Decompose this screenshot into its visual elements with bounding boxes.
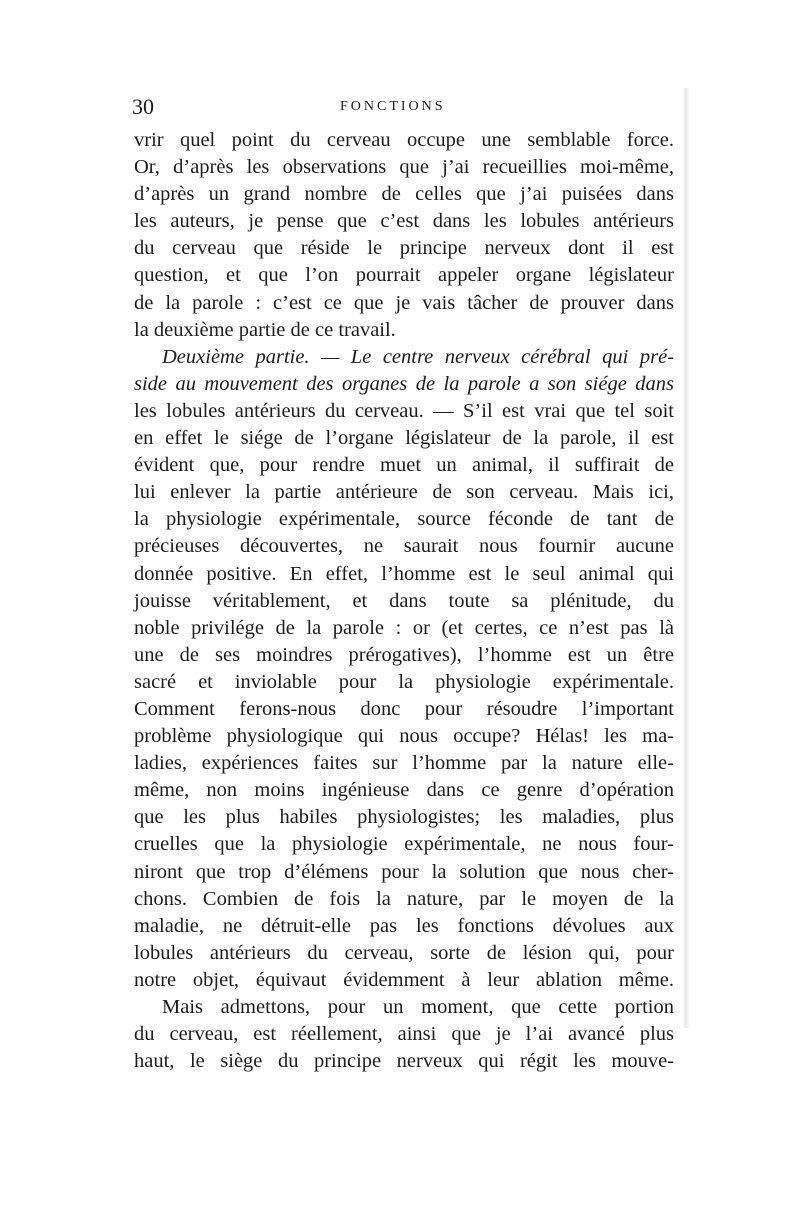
text-line: ladies, expériences faites sur l’homme par la nature elle- [134, 752, 674, 775]
text-line: sacré et inviolable pour la physiologie expérimentale. [134, 670, 674, 693]
text-line: chons. Combien de fois la nature, par le moyen de la [134, 887, 674, 910]
text-line: problème physiologique qui nous occupe? Hélas! les ma- [134, 725, 674, 748]
text-line: vrir quel point du cerveau occupe une semblable force. [134, 129, 674, 151]
text-line: question, et que l’on pourrait appeler organe législateur [134, 264, 674, 287]
text-line: noble privilége de la parole : or (et certes, ce n’est pas là [134, 616, 674, 639]
text-line: notre objet, équivaut évidemment à leur ablation même. [134, 968, 674, 991]
text-line: jouisse véritablement, et dans toute sa plénitude, du [134, 589, 674, 612]
text-line: une de ses moindres prérogatives), l’homme est un être [134, 643, 674, 666]
page-number: 30 [132, 94, 154, 119]
text-line: la deuxième partie de ce travail. [134, 318, 396, 341]
text-line: donnée positive. En effet, l’homme est le seul animal qui [134, 562, 674, 585]
running-head: FONCTIONS [340, 99, 446, 114]
text-line: précieuses découvertes, ne saurait nous fournir aucune [134, 535, 674, 558]
section-heading-line: Deuxième partie. — Le centre nerveux cérébral qui pré- [162, 345, 674, 368]
text-line: niront que trop d’élémens pour la solution que nous cher- [134, 860, 674, 883]
text-line: Or, d’après les observations que j’ai recueillies moi-même, [134, 156, 674, 179]
text-line: du cerveau, est réellement, ainsi que je l’ai avancé plus [134, 1023, 674, 1046]
page-edge-shadow [682, 88, 690, 1028]
text-line: même, non moins ingénieuse dans ce genre d’opération [134, 779, 674, 802]
section-heading-line: side au mouvement des organes de la parole a son siége dans [134, 372, 674, 395]
text-line: Mais admettons, pour un moment, que cette portion [162, 996, 674, 1018]
text-line: d’après un grand nombre de celles que j’ai puisées dans [134, 183, 674, 206]
text-line: évident que, pour rendre muet un animal, il suffirait de [134, 454, 674, 477]
text-line: les lobules antérieurs du cerveau. — S’il est vrai que tel soit [134, 399, 674, 422]
text-line: haut, le siège du principe nerveux qui régit les mouve- [134, 1050, 674, 1073]
text-line: en effet le siége de l’organe législateur de la parole, il est [134, 427, 674, 450]
text-line: la physiologie expérimentale, source féconde de tant de [134, 508, 674, 531]
text-line: Comment ferons-nous donc pour résoudre l’important [134, 697, 674, 720]
text-line: de la parole : c’est ce que je vais tâcher de prouver dans [134, 291, 674, 314]
text-line: que les plus habiles physiologistes; les maladies, plus [134, 806, 674, 829]
body-text [134, 127, 674, 1075]
text-line: du cerveau que réside le principe nerveux dont il est [134, 237, 674, 260]
text-line: lui enlever la partie antérieure de son cerveau. Mais ici, [134, 481, 674, 504]
text-line: les auteurs, je pense que c’est dans les lobules antérieurs [134, 210, 674, 233]
text-line: cruelles que la physiologie expérimentale, ne nous four- [134, 833, 674, 856]
text-line: lobules antérieurs du cerveau, sorte de lésion qui, pour [134, 941, 674, 964]
text-line: maladie, ne détruit-elle pas les fonctions dévolues aux [134, 914, 674, 937]
